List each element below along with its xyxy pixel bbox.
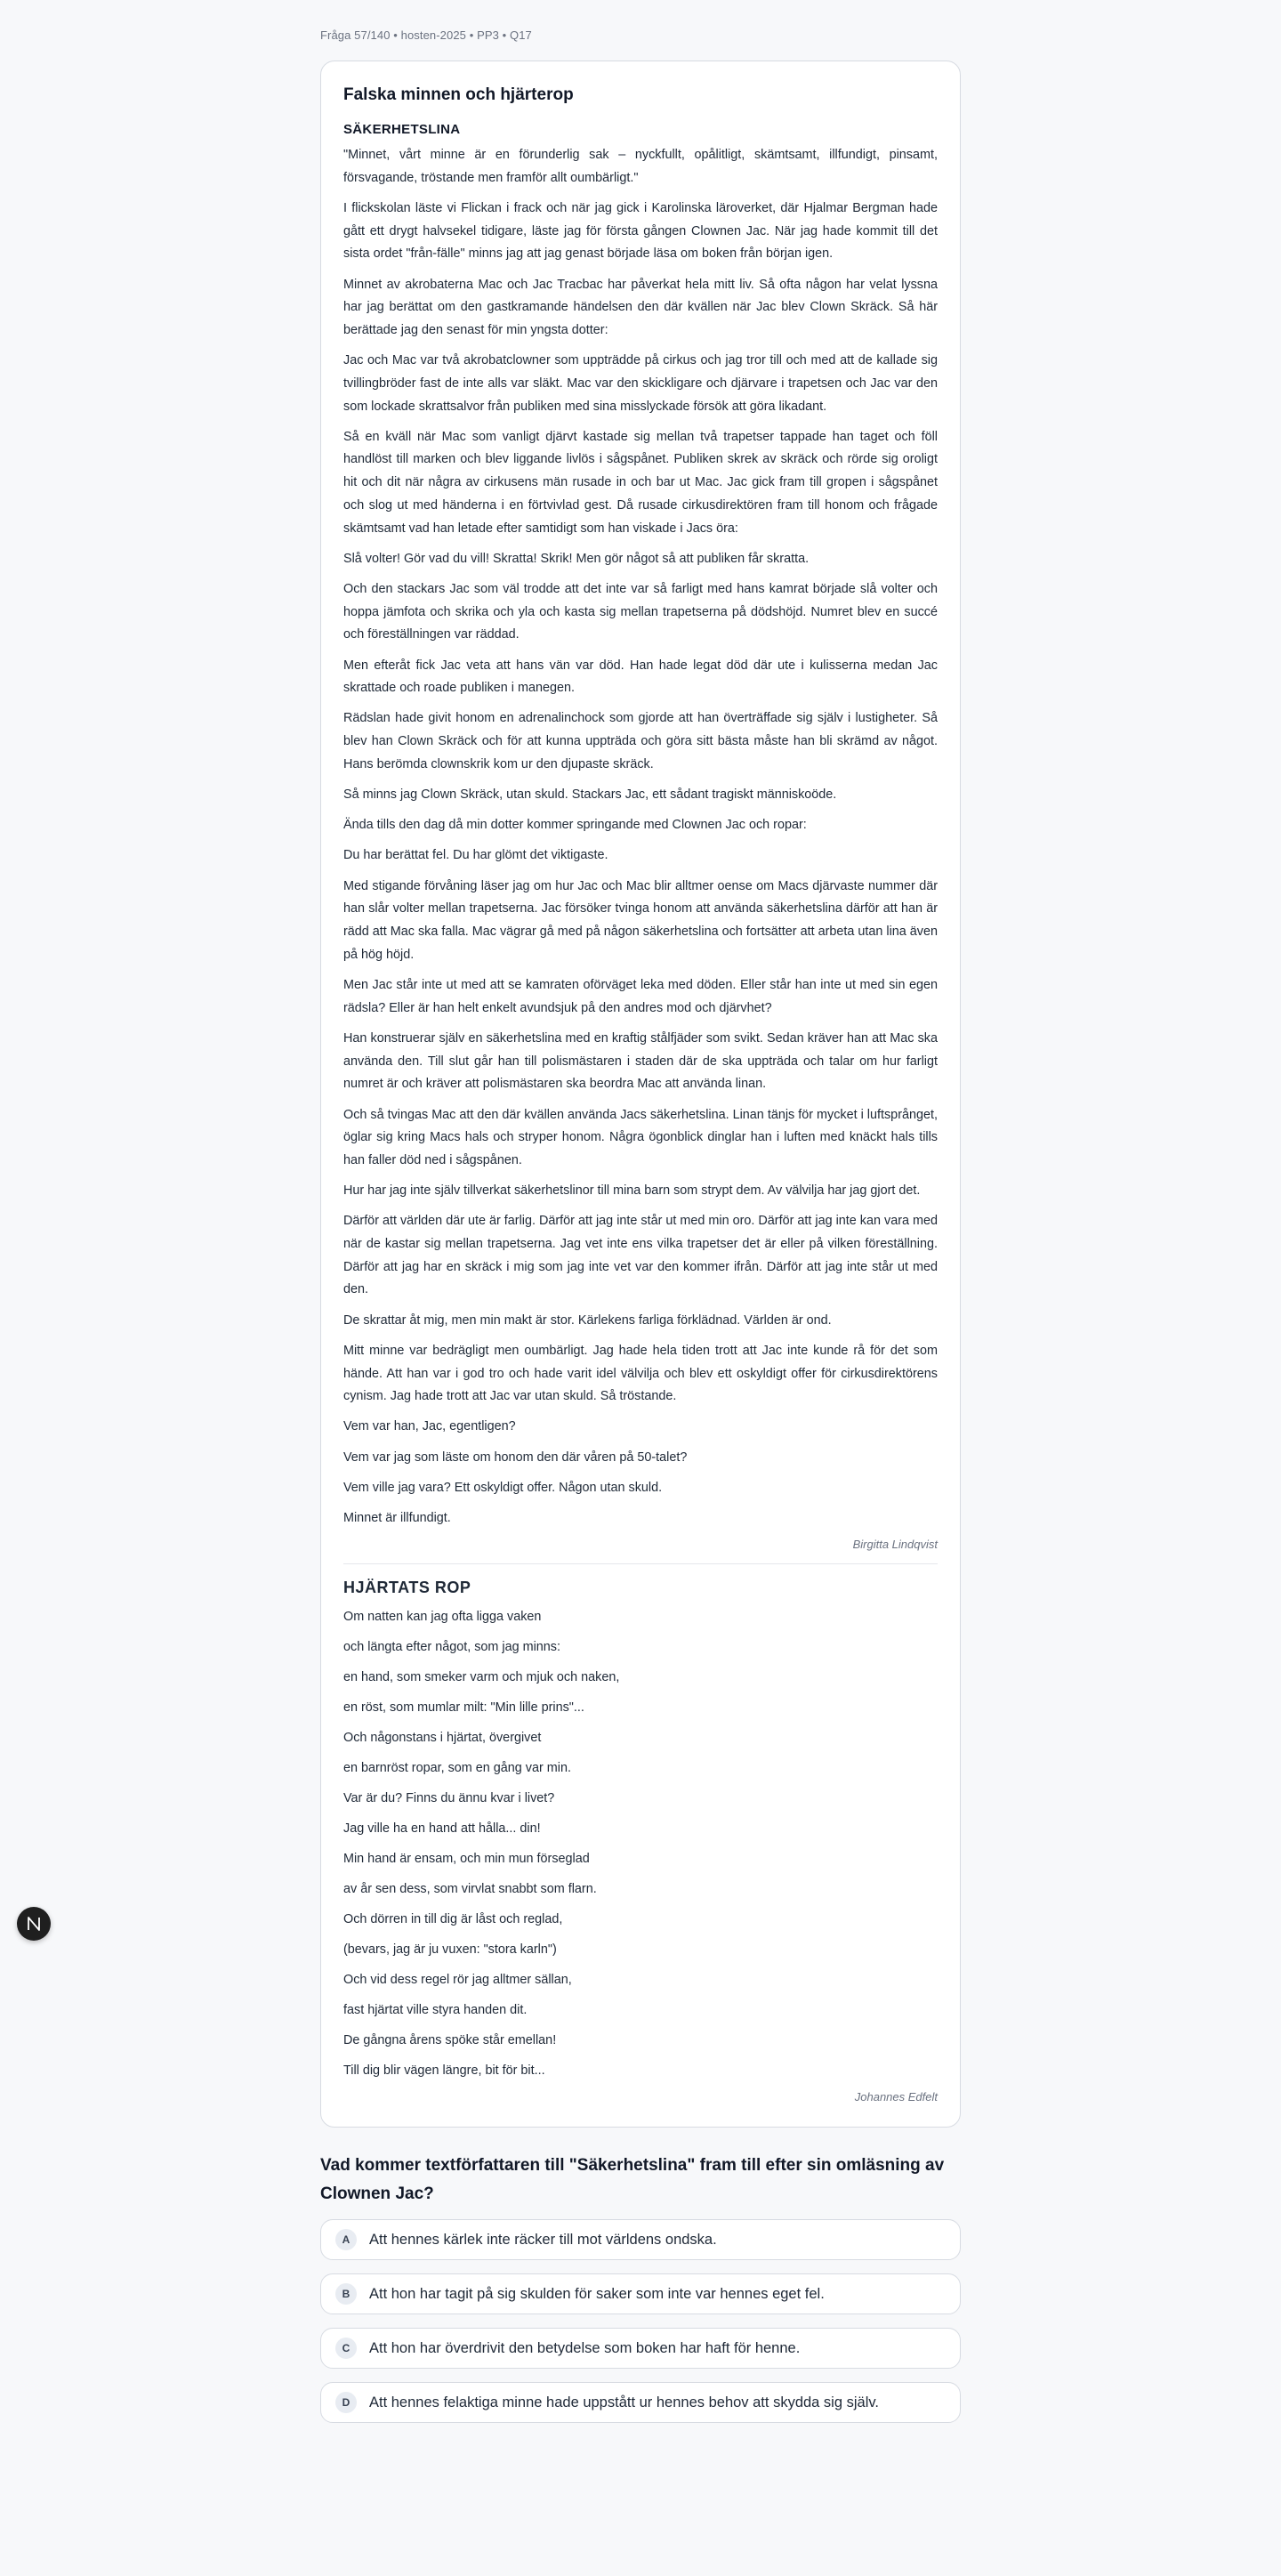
option-text: Att hon har överdrivit den betydelse som boken har haft för henne. [369,2339,801,2356]
poem-line: en hand, som smeker varm och mjuk och naken, [343,1670,620,1685]
text1-paragraph: Men Jac står inte ut med att se kamraten oförväget leka med döden. Eller står han inte ut med sin egen rädsla? Eller är han helt enkelt avundsjuk på den andres mod och djärvhet? [343,978,938,1015]
passage-title: Falska minnen och hjärterop [343,85,574,104]
text1-paragraph: Jac och Mac var två akrobatclowner som uppträdde på cirkus och jag tror till och med att de kallade sig tvillingbröder fast de inte alls var släkt. Mac var den skickligare och djärvare i trapetsen och Jac var den som lockade skrattsalvor från publiken med sina misslyckade försök att göra likadant. [343,353,938,414]
answer-option-d[interactable] [320,2382,961,2423]
poem-line: fast hjärtat ville styra handen dit. [343,2003,528,2018]
poem-line: Var är du? Finns du ännu kvar i livet? [343,1791,555,1806]
option-letter-badge: D [335,2392,357,2413]
answer-option-b[interactable] [320,2273,961,2314]
poem-line: Och vid dess regel rör jag alltmer sällan, [343,1973,572,1988]
text1-paragraph: Minnet av akrobaterna Mac och Jac Tracbac har påverkat hela mitt liv. Så ofta någon har velat lyssna har jag berättat om den gastkramande händelsen den där kvällen när Jac blev Clown Skräck. Så här berättade jag den senast för min yngsta dotter: [343,277,938,337]
text1-paragraph: Med stigande förvåning läser jag om hur Jac och Mac blir alltmer oense om Macs djärvaste nummer där han slår volter mellan trapetserna. Jac försöker tvinga honom att använda säkerhetslina därför att han är rädd att Mac ska falla. Mac vägrar gå med på någon säkerhetslina och fortsätter att arbeta utan lina även på hög höjd. [343,878,938,962]
text1-paragraph: Du har berättat fel. Du har glömt det viktigaste. [343,848,608,863]
answer-option-c[interactable] [320,2328,961,2369]
option-letter-badge: C [335,2338,357,2359]
text1-paragraph: Så minns jag Clown Skräck, utan skuld. Stackars Jac, ett sådant tragiskt människoöde. [343,787,837,803]
floating-app-button[interactable] [17,1907,51,1941]
section-divider [343,1563,938,1564]
text1-paragraph: Ända tills den dag då min dotter kommer springande med Clownen Jac och ropar: [343,818,807,833]
text1-paragraph: Och den stackars Jac som väl trodde att det inte var så farligt med hans kamrat började slå volter och hoppa jämfota och skrika och yla och kasta sig mellan trapetserna på dödshöjd. Numret blev en succé och föreställningen var räddad. [343,581,938,642]
poem-line: De gångna årens spöke står emellan! [343,2033,557,2048]
option-text: Att hennes felaktiga minne hade uppstått ur hennes behov att skydda sig själv. [369,2394,879,2410]
question-text: Vad kommer textförfattaren till "Säkerhetslina" fram till efter sin omläsning av Clownen Jac? [320,2156,945,2204]
text1-body [343,144,938,1530]
text2-heading: HJÄRTATS ROP [343,1579,471,1597]
poem-line: Och dörren in till dig är låst och reglad, [343,1912,563,1927]
poem-line: och längta efter något, som jag minns: [343,1640,560,1655]
option-text: Att hennes kärlek inte räcker till mot världens ondska. [369,2231,717,2248]
text1-paragraph: De skrattar åt mig, men min makt är stor. Kärlekens farliga förklädnad. Världen är ond. [343,1312,832,1328]
text1-paragraph: "Minnet, vårt minne är en förunderlig sak – nyckfullt, opålitligt, skämtsamt, illfundigt, pinsamt, försvagande, tröstande men framför allt oumbärligt." [343,148,938,185]
option-text: Att hon har tagit på sig skulden för saker som inte var hennes eget fel. [369,2285,825,2302]
text1-paragraph: Rädslan hade givit honom en adrenalinchock som gjorde att han överträffade sig själv i lustigheter. Så blev han Clown Skräck och för att kunna uppträda och göra sitt bästa måste han bli skrämd av något. Hans berömda clownskrik kom ur den djupaste skräck. [343,711,938,771]
n-logo-icon [26,1916,42,1932]
text1-paragraph: Därför att världen där ute är farlig. Därför att jag inte står ut med min oro. Därför att jag inte kan vara med när de kastar sig mellan trapetserna. Jag vet inte ens vilka trapetser det är eller på vilken föreställning. Därför att jag har en skräck i mig som jag inte vet var den kommer ifrån. Därför att jag inte står ut med den. [343,1214,938,1297]
question-meta: Fråga 57/140 • hosten-2025 • PP3 • Q17 [320,28,532,42]
text1-paragraph: Mitt minne var bedrägligt men oumbärligt. Jag hade hela tiden trott att Jac inte kunde rå för det som hände. Att han var i god tro och hade varit idel välvilja och blev ett oskyldigt offer för cirkusdirektörens cynism. Jag hade trott att Jac var utan skuld. Så tröstande. [343,1343,938,1404]
poem-line: av år sen dess, som virvlat snabbt som flarn. [343,1882,597,1897]
text1-paragraph: Han konstruerar själv en säkerhetslina med en kraftig stålfjäder som svikt. Sedan kräver han att Mac ska använda den. Till slut går han till polismästaren i staden där de ska uppträda och talar om hur farligt numret är och kräver att polismästaren ska beordra Mac att använda linan. [343,1030,938,1092]
text1-paragraph: Vem ville jag vara? Ett oskyldigt offer. Någon utan skuld. [343,1480,663,1495]
text1-paragraph: Hur har jag inte själv tillverkat säkerhetslinor till mina barn som strypt dem. Av välvilja har jag gjort det. [343,1183,921,1199]
text1-paragraph: Och så tvingas Mac att den där kvällen använda Jacs säkerhetslina. Linan tänjs för mycket i luftsprånget, öglar sig kring Macs hals och stryper honom. Några ögonblick dinglar han i luften med knäckt hals tills han faller död ned i sågspånen. [343,1107,938,1167]
poem-line: Jag ville ha en hand att hålla... din! [343,1821,541,1837]
poem-line: en barnröst ropar, som en gång var min. [343,1761,571,1776]
passage-card [320,61,961,2128]
text2-author: Johannes Edfelt [854,2090,938,2104]
poem-line: (bevars, jag är ju vuxen: "stora karln") [343,1942,557,1958]
poem-line: Om natten kan jag ofta ligga vaken [343,1610,542,1625]
text1-paragraph: Vem var han, Jac, egentligen? [343,1419,516,1434]
text1-heading: SÄKERHETSLINA [343,122,461,137]
text1-paragraph: Men efteråt fick Jac veta att hans vän var död. Han hade legat död där ute i kulisserna medan Jac skrattade och roade publiken i manegen. [343,658,938,696]
poem-body [343,1606,938,2083]
answer-option-a[interactable] [320,2219,961,2260]
text1-paragraph: I flickskolan läste vi Flickan i frack och när jag gick i Karolinska läroverket, där Hjalmar Bergman hade gått ett drygt halvsekel tidigare, läste jag för första gången Clownen Jac. När jag hade kommit till det sista ordet "från-fälle" minns jag att jag genast började läsa om boken från början igen. [343,200,938,262]
text1-paragraph: Slå volter! Gör vad du vill! Skratta! Skrik! Men gör något så att publiken får skratta. [343,551,810,566]
text1-author: Birgitta Lindqvist [852,1538,938,1552]
text1-paragraph: Så en kväll när Mac som vanligt djärvt kastade sig mellan två trapetser tappade han taget och föll handlöst till marken och blev liggande livlös i sågspånet. Publiken skrek av skräck och rörde sig oroligt hit och dit när några av cirkusens män rusade in och bar ut Mac. Jac gick fram till gropen i sågspånet och slog ut med händerna i en förtvivlad gest. Då rusade cirkusdirektören fram till honom och frågade skämtsamt vad han letade efter samtidigt som han viskade i Jacs öra: [343,429,938,536]
text1-paragraph: Minnet är illfundigt. [343,1511,451,1526]
answer-options [320,2219,961,2423]
text1-paragraph: Vem var jag som läste om honom den där våren på 50-talet? [343,1450,688,1465]
poem-line: Till dig blir vägen längre, bit för bit... [343,2063,545,2079]
option-letter-badge: A [335,2229,357,2250]
poem-line: Och någonstans i hjärtat, övergivet [343,1731,542,1746]
option-letter-badge: B [335,2283,357,2305]
poem-line: Min hand är ensam, och min mun förseglad [343,1852,590,1867]
page-container [320,0,961,2436]
poem-line: en röst, som mumlar milt: "Min lille prins"... [343,1700,584,1716]
